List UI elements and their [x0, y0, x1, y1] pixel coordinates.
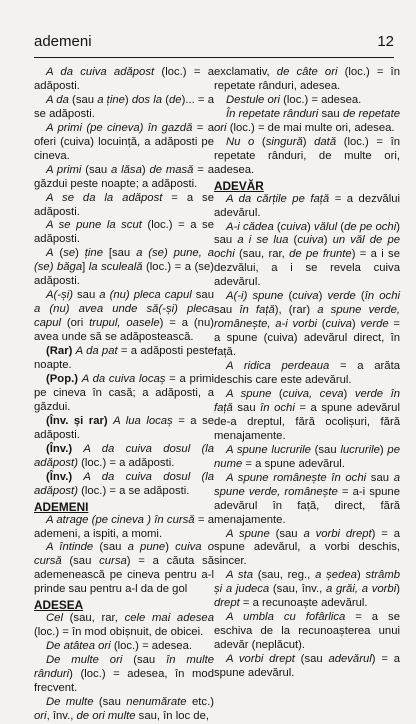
dictionary-entry: A-i cădea (cuiva) vălul (de pe ochi) sau a i se lua (cuiva) un văl de pe ochi (sau, rar, de pe frunte) = a i se dezvălui, a i se revela cuiva adevărul.: [214, 220, 401, 289]
dictionary-entry: De multe (sau nenumărate etc.) ori, înv., de ori multe sau, în loc de,: [34, 695, 214, 722]
dictionary-entry: A spune (sau a vorbi drept) = a spune adevărul, a vorbi deschis, sincer.: [214, 527, 400, 568]
dictionary-entry: A spune (cuiva, ceva) verde în față sau în ochi = a spune adevărul de-a dreptul, fără ocolișuri, fără menajamente.: [214, 387, 400, 442]
dictionary-entry: În repetate rânduri sau de repetate ori (loc.) = de mai multe ori, adesea.: [214, 107, 400, 134]
dictionary-entry: A se da la adăpost = a se adăposti.: [34, 191, 214, 218]
dictionary-entry: A primi (sau a lăsa) de masă = a găzdui peste noapte; a adăposti.: [34, 163, 214, 190]
dictionary-entry: A primi (pe cineva) în gazdă = a oferi (cuiva) locuință, a adăposti pe cineva.: [34, 121, 214, 162]
headword: ADEVĂR: [214, 178, 264, 193]
dictionary-entry: A da (sau a ține) dos la (de)... = a se adăposti.: [34, 93, 214, 120]
right-column: [214, 66, 400, 681]
dictionary-entry: (Înv.) A da cuiva dosul (la adăpost) (loc.) = a adăposti.: [34, 442, 215, 469]
dictionary-entry: (Înv.) A da cuiva dosul (la adăpost) (loc.) = a se adăposti.: [34, 470, 215, 497]
left-column: [34, 66, 214, 724]
dictionary-entry: A(-și) sau a (nu) pleca capul sau a (nu) avea unde să(-și) pleca capul (ori trupul, oasele) = a (nu) avea unde să se adăpostească.: [34, 289, 214, 344]
dictionary-entry: De atâtea ori (loc.) = adesea.: [46, 640, 193, 653]
dictionary-entry: A întinde (sau a pune) cuiva o cursă (sau cursa) = a căuta să ademenească pe cineva pentru a-l prinde sau pentru a-l da de gol: [34, 541, 214, 596]
dictionary-entry: A da cuiva adăpost (loc.) = a adăposti.: [34, 66, 215, 92]
dictionary-entry: A(-i) spune (cuiva) verde (în ochi sau în față), (rar) a spune verde, românește, a-i vorbi (cuiva) verde = a spune (cuiva) adevărul direct, în față.: [214, 290, 400, 359]
dictionary-entry: (Înv. și rar) A lua locaș = a se adăposti.: [34, 414, 215, 441]
dictionary-entry: (Rar) A da pat = a adăposti peste noapte.: [34, 345, 215, 372]
dictionary-entry: A sta (sau, reg., a ședea) strâmb și a judeca (sau, înv., a grăi, a vorbi) drept = a recunoaște adevărul.: [214, 569, 401, 610]
dictionary-entry: Nu o (singură) dată (loc.) = în repetate rânduri, de multe ori, adesea.: [214, 135, 400, 176]
headword: ADESEA: [34, 598, 84, 613]
dictionary-entry: Destule ori (loc.) = adesea.: [226, 93, 362, 106]
dictionary-entry: A ridica perdeaua = a arăta deschis care este adevărul.: [214, 360, 400, 387]
headword: ADEMENI: [34, 499, 89, 514]
dictionary-entry: A umbla cu fofârlica = a se eschiva de la recunoașterea unui adevăr (neplăcut).: [214, 611, 400, 652]
dictionary-entry: A spune lucrurile (sau lucrurile) pe nume = a spune adevărul.: [214, 443, 400, 470]
dictionary-entry: Cel (sau, rar, cele mai adesea (loc.) = în mod obișnuit, de obicei.: [34, 612, 214, 639]
dictionary-entry: (Pop.) A da cuiva locaș = a primi pe cineva în casă; a adăposti, a găzdui.: [34, 372, 215, 413]
dictionary-entry: De multe ori (sau în multe rânduri) (loc.) = adesea, în mod frecvent.: [34, 654, 214, 695]
entry-continuation: exclamativ, de câte ori (loc.) = în repetate rânduri, adesea.: [214, 66, 400, 92]
dictionary-entry: A spune românește în ochi sau a spune verde, românește = a-i spune adevărul în față, direct, fără menajamente.: [214, 471, 401, 526]
dictionary-entry: A se pune la scut (loc.) = a se adăposti.: [34, 219, 214, 246]
page-header: [34, 33, 394, 58]
header-word: ademeni: [34, 33, 92, 50]
page-number: 12: [377, 33, 394, 50]
dictionary-entry: A da cărțile pe față = a dezvălui adevărul.: [214, 192, 401, 219]
dictionary-entry: A atrage (pe cineva ) în cursă = a ademeni, a ispiti, a momi.: [34, 513, 214, 540]
dictionary-entry: A (se) ține [sau a (se) pune, a (se) băga] la sculeală (loc.) = a (se) adăposti.: [34, 247, 214, 288]
dictionary-entry: A vorbi drept (sau adevărul) = a spune adevărul.: [214, 653, 400, 680]
